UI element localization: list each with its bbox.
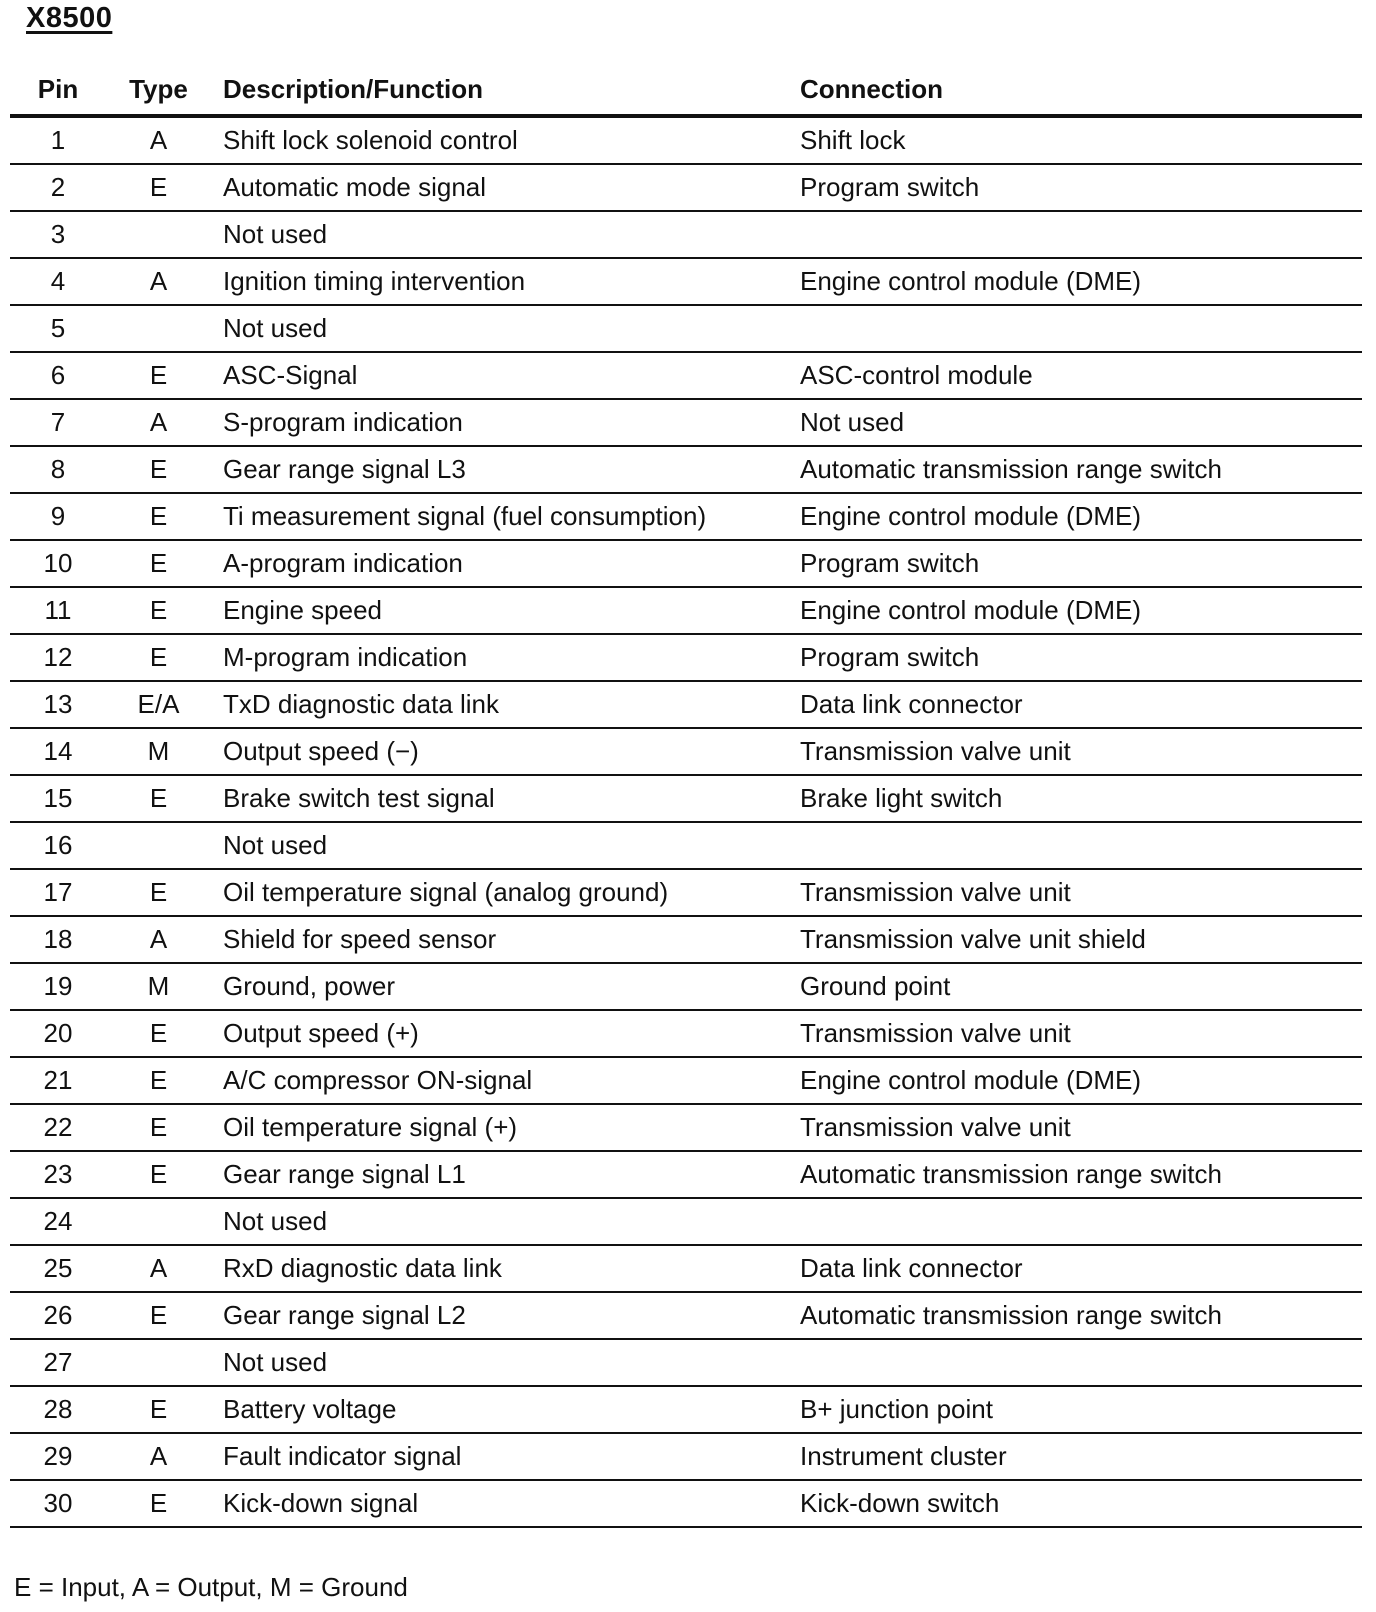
pin-cell: 12	[10, 634, 106, 681]
type-cell: A	[106, 1245, 211, 1292]
type-cell: E	[106, 1292, 211, 1339]
type-cell: E	[106, 1010, 211, 1057]
connection-cell: Automatic transmission range switch	[784, 1292, 1362, 1339]
header-row	[10, 64, 1362, 116]
pin-cell: 14	[10, 728, 106, 775]
connection-cell: Program switch	[784, 164, 1362, 211]
pin-cell: 16	[10, 822, 106, 869]
pin-cell: 8	[10, 446, 106, 493]
description-cell: Not used	[211, 1198, 784, 1245]
pin-cell: 4	[10, 258, 106, 305]
connection-cell	[784, 1339, 1362, 1386]
table-row	[10, 116, 1362, 164]
description-cell: Ti measurement signal (fuel consumption)	[211, 493, 784, 540]
connection-cell: Automatic transmission range switch	[784, 446, 1362, 493]
connector-title: X8500	[26, 2, 113, 34]
description-cell: TxD diagnostic data link	[211, 681, 784, 728]
pin-cell: 6	[10, 352, 106, 399]
table-row	[10, 1245, 1362, 1292]
pinout-table	[10, 64, 1362, 1528]
table-row	[10, 211, 1362, 258]
connection-cell: Program switch	[784, 540, 1362, 587]
description-cell: Gear range signal L3	[211, 446, 784, 493]
table-row	[10, 916, 1362, 963]
pinout-table-body	[10, 116, 1362, 1527]
table-row	[10, 963, 1362, 1010]
type-cell: E	[106, 1386, 211, 1433]
connection-cell: Transmission valve unit shield	[784, 916, 1362, 963]
description-cell: RxD diagnostic data link	[211, 1245, 784, 1292]
table-row	[10, 164, 1362, 211]
connection-cell: Transmission valve unit	[784, 1104, 1362, 1151]
pin-cell: 26	[10, 1292, 106, 1339]
table-row	[10, 540, 1362, 587]
type-cell: E	[106, 540, 211, 587]
pin-cell: 24	[10, 1198, 106, 1245]
pin-cell: 11	[10, 587, 106, 634]
description-cell: A/C compressor ON-signal	[211, 1057, 784, 1104]
description-cell: Gear range signal L1	[211, 1151, 784, 1198]
pin-cell: 30	[10, 1480, 106, 1527]
type-cell: E	[106, 164, 211, 211]
type-cell: E	[106, 587, 211, 634]
connection-cell: Brake light switch	[784, 775, 1362, 822]
table-row	[10, 869, 1362, 916]
pin-cell: 9	[10, 493, 106, 540]
pin-cell: 13	[10, 681, 106, 728]
description-cell: S-program indication	[211, 399, 784, 446]
pin-cell: 10	[10, 540, 106, 587]
connection-cell: Engine control module (DME)	[784, 587, 1362, 634]
description-cell: Fault indicator signal	[211, 1433, 784, 1480]
header-connection: Connection	[784, 64, 1362, 116]
type-cell: E	[106, 634, 211, 681]
table-row	[10, 1433, 1362, 1480]
description-cell: Output speed (+)	[211, 1010, 784, 1057]
table-row	[10, 399, 1362, 446]
description-cell: Oil temperature signal (analog ground)	[211, 869, 784, 916]
description-cell: Engine speed	[211, 587, 784, 634]
type-cell: E	[106, 1104, 211, 1151]
connection-cell: Engine control module (DME)	[784, 493, 1362, 540]
connection-cell: Not used	[784, 399, 1362, 446]
table-row	[10, 1480, 1362, 1527]
description-cell: Not used	[211, 822, 784, 869]
table-row	[10, 1151, 1362, 1198]
pin-cell: 20	[10, 1010, 106, 1057]
table-row	[10, 1198, 1362, 1245]
table-row	[10, 728, 1362, 775]
pin-cell: 3	[10, 211, 106, 258]
table-row	[10, 587, 1362, 634]
type-cell	[106, 211, 211, 258]
description-cell: Shift lock solenoid control	[211, 116, 784, 164]
table-row	[10, 681, 1362, 728]
connection-cell	[784, 822, 1362, 869]
pinout-table-header	[10, 64, 1362, 116]
table-row	[10, 1339, 1362, 1386]
connection-cell	[784, 305, 1362, 352]
type-cell: E	[106, 446, 211, 493]
description-cell: Not used	[211, 211, 784, 258]
description-cell: Brake switch test signal	[211, 775, 784, 822]
type-cell: E/A	[106, 681, 211, 728]
connection-cell: Ground point	[784, 963, 1362, 1010]
type-cell	[106, 822, 211, 869]
description-cell: A-program indication	[211, 540, 784, 587]
header-pin: Pin	[10, 64, 106, 116]
description-cell: Ground, power	[211, 963, 784, 1010]
connection-cell: Program switch	[784, 634, 1362, 681]
pin-cell: 23	[10, 1151, 106, 1198]
connection-cell: Transmission valve unit	[784, 1010, 1362, 1057]
connection-cell: Automatic transmission range switch	[784, 1151, 1362, 1198]
connection-cell: Engine control module (DME)	[784, 258, 1362, 305]
connection-cell	[784, 1198, 1362, 1245]
connection-cell: B+ junction point	[784, 1386, 1362, 1433]
connection-cell: Transmission valve unit	[784, 869, 1362, 916]
pin-cell: 21	[10, 1057, 106, 1104]
description-cell: Not used	[211, 1339, 784, 1386]
type-cell: E	[106, 869, 211, 916]
description-cell: Not used	[211, 305, 784, 352]
description-cell: Shield for speed sensor	[211, 916, 784, 963]
pin-cell: 15	[10, 775, 106, 822]
pin-cell: 27	[10, 1339, 106, 1386]
type-cell: A	[106, 1433, 211, 1480]
table-row	[10, 1104, 1362, 1151]
description-cell: ASC-Signal	[211, 352, 784, 399]
connection-cell: Shift lock	[784, 116, 1362, 164]
table-row	[10, 258, 1362, 305]
table-row	[10, 305, 1362, 352]
connection-cell: Engine control module (DME)	[784, 1057, 1362, 1104]
pin-cell: 25	[10, 1245, 106, 1292]
type-cell	[106, 1339, 211, 1386]
type-cell: M	[106, 728, 211, 775]
description-cell: Automatic mode signal	[211, 164, 784, 211]
type-cell: E	[106, 1151, 211, 1198]
connection-cell: Transmission valve unit	[784, 728, 1362, 775]
description-cell: Kick-down signal	[211, 1480, 784, 1527]
connection-cell	[784, 211, 1362, 258]
description-cell: M-program indication	[211, 634, 784, 681]
type-cell: E	[106, 1480, 211, 1527]
table-row	[10, 352, 1362, 399]
type-cell: A	[106, 916, 211, 963]
pin-cell: 2	[10, 164, 106, 211]
type-cell: A	[106, 399, 211, 446]
pin-cell: 19	[10, 963, 106, 1010]
description-cell: Gear range signal L2	[211, 1292, 784, 1339]
type-cell	[106, 305, 211, 352]
description-cell: Battery voltage	[211, 1386, 784, 1433]
type-cell	[106, 1198, 211, 1245]
pin-cell: 7	[10, 399, 106, 446]
pin-cell: 28	[10, 1386, 106, 1433]
pin-cell: 29	[10, 1433, 106, 1480]
header-type: Type	[106, 64, 211, 116]
type-cell: E	[106, 1057, 211, 1104]
table-row	[10, 446, 1362, 493]
type-cell: E	[106, 352, 211, 399]
table-row	[10, 1010, 1362, 1057]
pin-cell: 18	[10, 916, 106, 963]
header-description: Description/Function	[211, 64, 784, 116]
type-cell: A	[106, 258, 211, 305]
type-legend: E = Input, A = Output, M = Ground	[14, 1572, 408, 1602]
connection-cell: ASC-control module	[784, 352, 1362, 399]
pin-cell: 17	[10, 869, 106, 916]
pin-cell: 22	[10, 1104, 106, 1151]
connection-cell: Instrument cluster	[784, 1433, 1362, 1480]
type-cell: M	[106, 963, 211, 1010]
pin-cell: 5	[10, 305, 106, 352]
connection-cell: Data link connector	[784, 681, 1362, 728]
table-row	[10, 634, 1362, 681]
description-cell: Oil temperature signal (+)	[211, 1104, 784, 1151]
connection-cell: Data link connector	[784, 1245, 1362, 1292]
description-cell: Ignition timing intervention	[211, 258, 784, 305]
table-row	[10, 1057, 1362, 1104]
type-cell: E	[106, 775, 211, 822]
description-cell: Output speed (−)	[211, 728, 784, 775]
pin-cell: 1	[10, 116, 106, 164]
table-row	[10, 775, 1362, 822]
type-cell: E	[106, 493, 211, 540]
table-row	[10, 822, 1362, 869]
table-row	[10, 1386, 1362, 1433]
table-row	[10, 493, 1362, 540]
table-row	[10, 1292, 1362, 1339]
type-cell: A	[106, 116, 211, 164]
connection-cell: Kick-down switch	[784, 1480, 1362, 1527]
